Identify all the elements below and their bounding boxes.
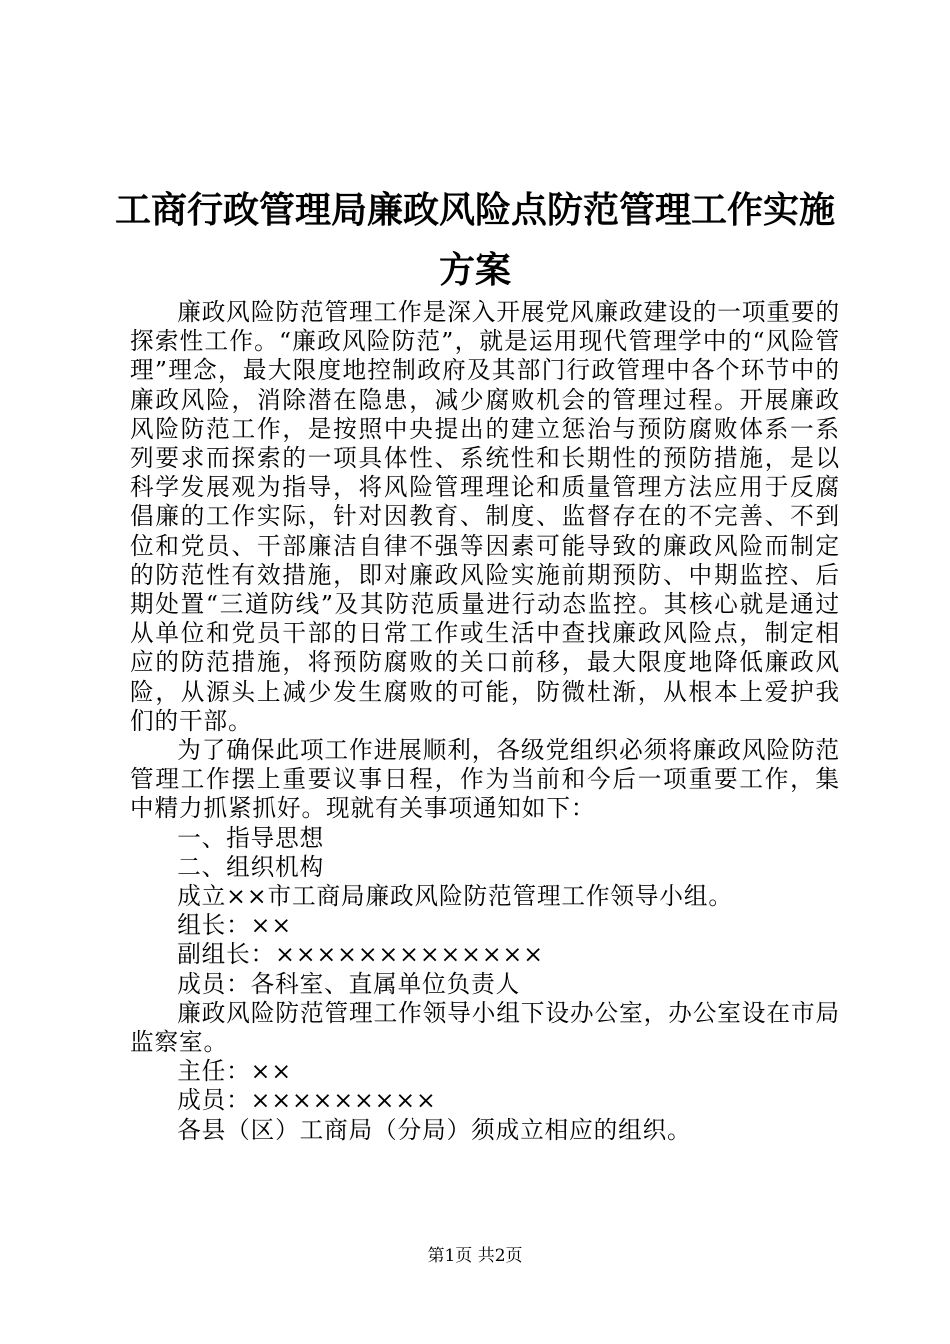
section-heading-guiding-thought: 一、指导思想 xyxy=(177,823,325,852)
paragraph-leading-group: 成立××市工商局廉政风险防范管理工作领导小组。 xyxy=(177,882,733,911)
paragraph-office-director: 主任：×× xyxy=(177,1057,293,1086)
paragraph-office: 廉政风险防范管理工作领导小组下设办公室，办公室设在市局监察室。 xyxy=(130,998,840,1057)
document-title-line-2: 方案 xyxy=(438,249,511,291)
paragraph-office-members: 成员：××××××××× xyxy=(177,1086,437,1115)
paragraph-deputy-leader: 副组长：××××××××××××× xyxy=(177,940,544,969)
paragraph-group-leader: 组长：×× xyxy=(177,911,293,940)
paragraph-notice: 为了确保此项工作进展顺利，各级党组织必须将廉政风险防范管理工作摆上重要议事日程，作为当前和今后一项重要工作，集中精力抓紧抓好。现就有关事项通知如下： xyxy=(130,736,840,823)
document-title-line-1: 工商行政管理局廉政风险点防范管理工作实施 xyxy=(114,189,835,231)
paragraph-county-bureaus: 各县（区）工商局（分局）须成立相应的组织。 xyxy=(177,1115,692,1144)
paragraph-intro: 廉政风险防范管理工作是深入开展党风廉政建设的一项重要的探索性工作。“廉政风险防范”，就是运用现代管理学中的“风险管理”理念，最大限度地控制政府及其部门行政管理中各个环节中的廉政风险，消除潜在隐患，减少腐败机会的管理过程。开展廉政风险防范工作，是按照中央提出的建立惩治与预防腐败体系一系列要求而探索的一项具体性、系统性和长期性的预防措施，是以科学发展观为指导，将风险管理理论和质量管理方法应用于反腐倡廉的工作实际，针对因教育、制度、监督存在的不完善、不到位和党员、干部廉洁自律不强等因素可能导致的廉政风险而制定的防范性有效措施，即对廉政风险实施前期预防、中期监控、后期处置“三道防线”及其防范质量进行动态监控。其核心就是通过从单位和党员干部的日常工作或生活中查找廉政风险点，制定相应的防范措施，将预防腐败的关口前移，最大限度地降低廉政风险，从源头上减少发生腐败的可能，防微杜渐，从根本上爱护我们的干部。 xyxy=(130,298,840,735)
section-heading-organization: 二、组织机构 xyxy=(177,852,325,881)
document-body xyxy=(130,298,840,1145)
page-number-footer: 第1页 共2页 xyxy=(427,1246,523,1266)
paragraph-members: 成员：各科室、直属单位负责人 xyxy=(177,969,521,998)
